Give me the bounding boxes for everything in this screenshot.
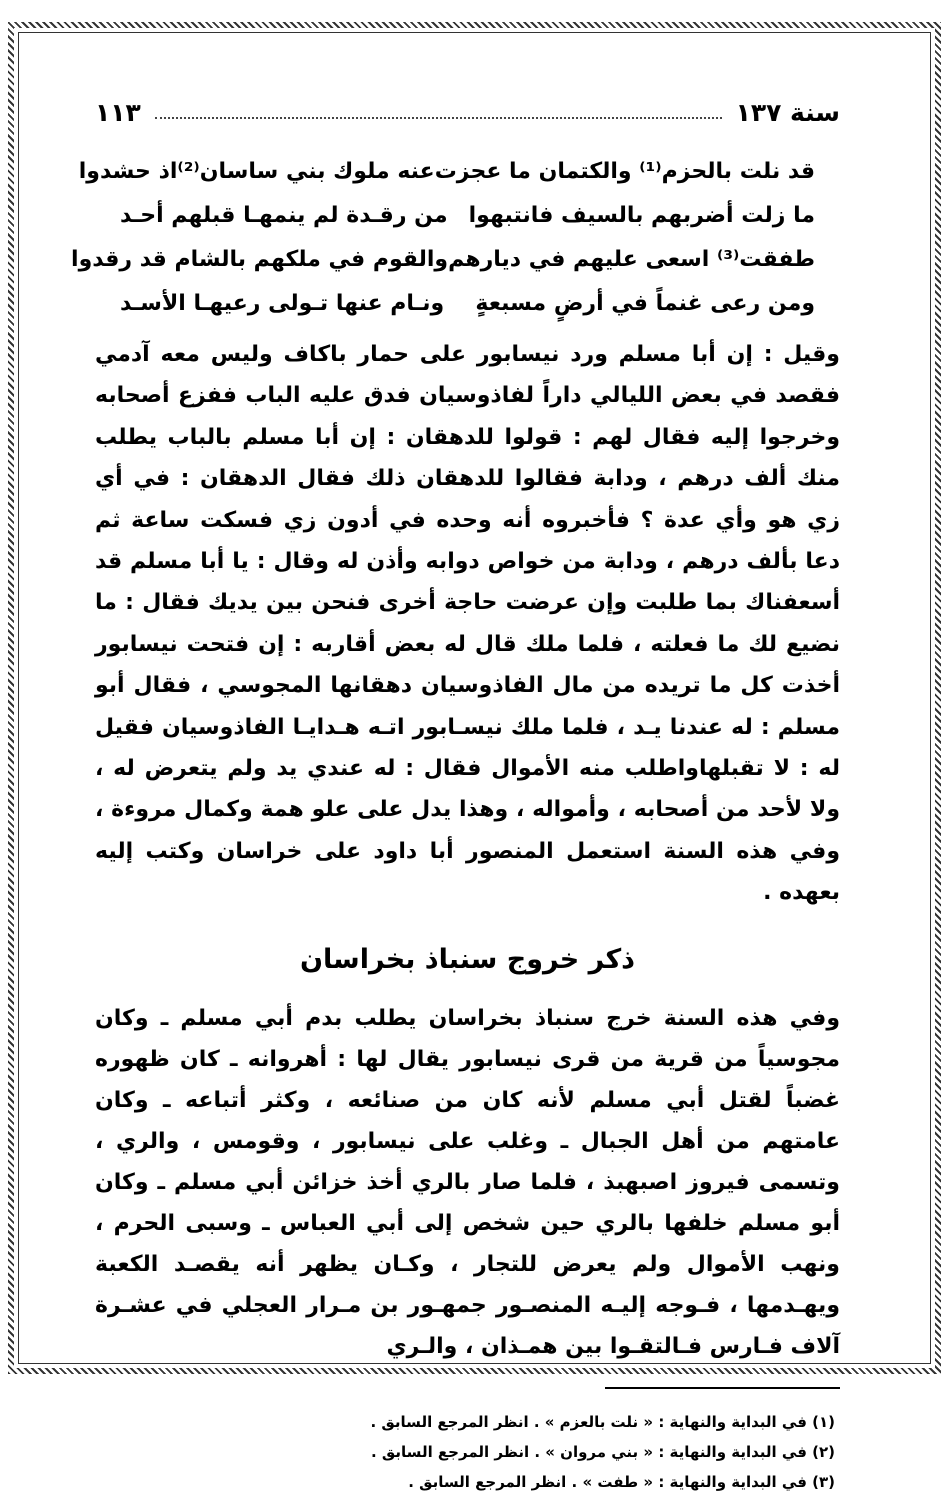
year-label: سنة ١٣٧ (735, 97, 840, 127)
page-header (95, 92, 840, 132)
verse-line (95, 282, 840, 326)
verse-first-hemistich: طفقت⁽³⁾ اسعى عليهم في ديارهم (448, 247, 815, 272)
footnote: (٣) في البداية والنهاية : « طفت » . انظر المرجع السابق . (408, 1472, 835, 1491)
verse-first-hemistich: قد نلت بالحزم⁽¹⁾ والكتمان ما عجزت (434, 159, 815, 184)
verse-second-hemistich: عنه ملوك بني ساسان⁽²⁾اذ حشدوا (78, 159, 435, 184)
footnote: (٢) في البداية والنهاية : « بني مروان » . انظر المرجع السابق . (370, 1442, 835, 1461)
verse-line (95, 194, 840, 238)
verse-first-hemistich: ومن رعى غنماً في أرضٍ مسبعةٍ (475, 291, 815, 316)
body-paragraph: وفي هذه السنة خرج سنباذ بخراسان يطلب بدم أبي مسلم ـ وكان مجوسياً من قرية من قرى نيسابور يقال لها : أهروانه ـ كان ظهوره غضباً لقتل أبي مسلم لأنه كان من صنائعه ، وكثر أتباعه ـ وكان عامتهم من أهل الجبال ـ وغلب على نيسابور ، وقومس ، والري ، وتسمى فيروز اصبهبذ ، فلما صار بالري أخذ خزائن أبي مسلم ـ وكان أبو مسلم خلفها بالري حين شخص إلى أبي العباس ـ وسبى الحرم ، ونهب الأموال ولم يعرض للتجار ، وكـان يظهر أنه يقصـد الكعبة ويهـدمها ، فـوجه إليـه المنصـور جمهـور بن مـرار العجلي في عشـرة آلاف فـارس فـالتقـوا بين همـذان ، والـري (95, 1005, 840, 1359)
verse-line (78, 150, 840, 194)
verse-second-hemistich: ونـام عنها تـولى رعيهـا الأسـد (120, 291, 445, 316)
footnotes (95, 1407, 840, 1497)
page-number: ١١٣ (95, 97, 141, 127)
header-dotted-leader (155, 117, 722, 119)
section-title: ذكر خروج سنباذ بخراسان (299, 943, 636, 975)
footnote-separator (605, 1387, 840, 1389)
verse-second-hemistich: من رقـدة لم ينمهـا قبلهم أحـد (120, 203, 448, 228)
verse-line (71, 238, 840, 282)
page-content (71, 150, 840, 1497)
body-paragraph: وقيل : إن أبا مسلم ورد نيسابور على حمار باكاف وليس معه آدمي فقصد في بعض الليالي داراً لفاذوسيان فدق عليه الباب ففزع أصحابه وخرجوا إليه فقال لهم : قولوا للدهقان : إن أبا مسلم بالباب يطلب منك ألف درهم ، ودابة فقالوا للدهقان ذلك فقال الدهقان : في أي زي هو وأي عدة ؟ فأخبروه أنه وحده في أدون زي فسكت ساعة ثم دعا بألف درهم ، ودابة من خواص دوابه وأذن له وقال : يا أبا مسلم قد أسعفناك بما طلبت وإن عرضت حاجة أخرى فنحن بين يديك فقال : ما نضيع لك ما فعلته ، فلما ملك قال له بعض أقاربه : إن فتحت نيسابور أخذت كل ما تريده من مال الفاذوسيان دهقانها المجوسي ، فقال أبو مسلم : له عندنا يـد ، فلما ملك نيسـابور اتـه هـدايـا الفاذوسيان فقيل له : لا تقبلهاواطلب منه الأموال فقال : له عندي يد ولم يتعرض له ، ولا لأحد من أصحابه ، وأمواله ، وهذا يدل على علو همة وكمال مروءة ، وفي هذه السنة استعمل المنصور أبا داود على خراسان وكتب إليه بعهده . (95, 342, 840, 906)
verse-second-hemistich: والقوم في ملكهم بالشام قد رقدوا (71, 247, 449, 272)
verse-first-hemistich: ما زلت أضربهم بالسيف فانتبهوا (468, 203, 815, 228)
footnote: (١) في البداية والنهاية : « نلت بالعزم » . انظر المرجع السابق . (370, 1412, 835, 1431)
